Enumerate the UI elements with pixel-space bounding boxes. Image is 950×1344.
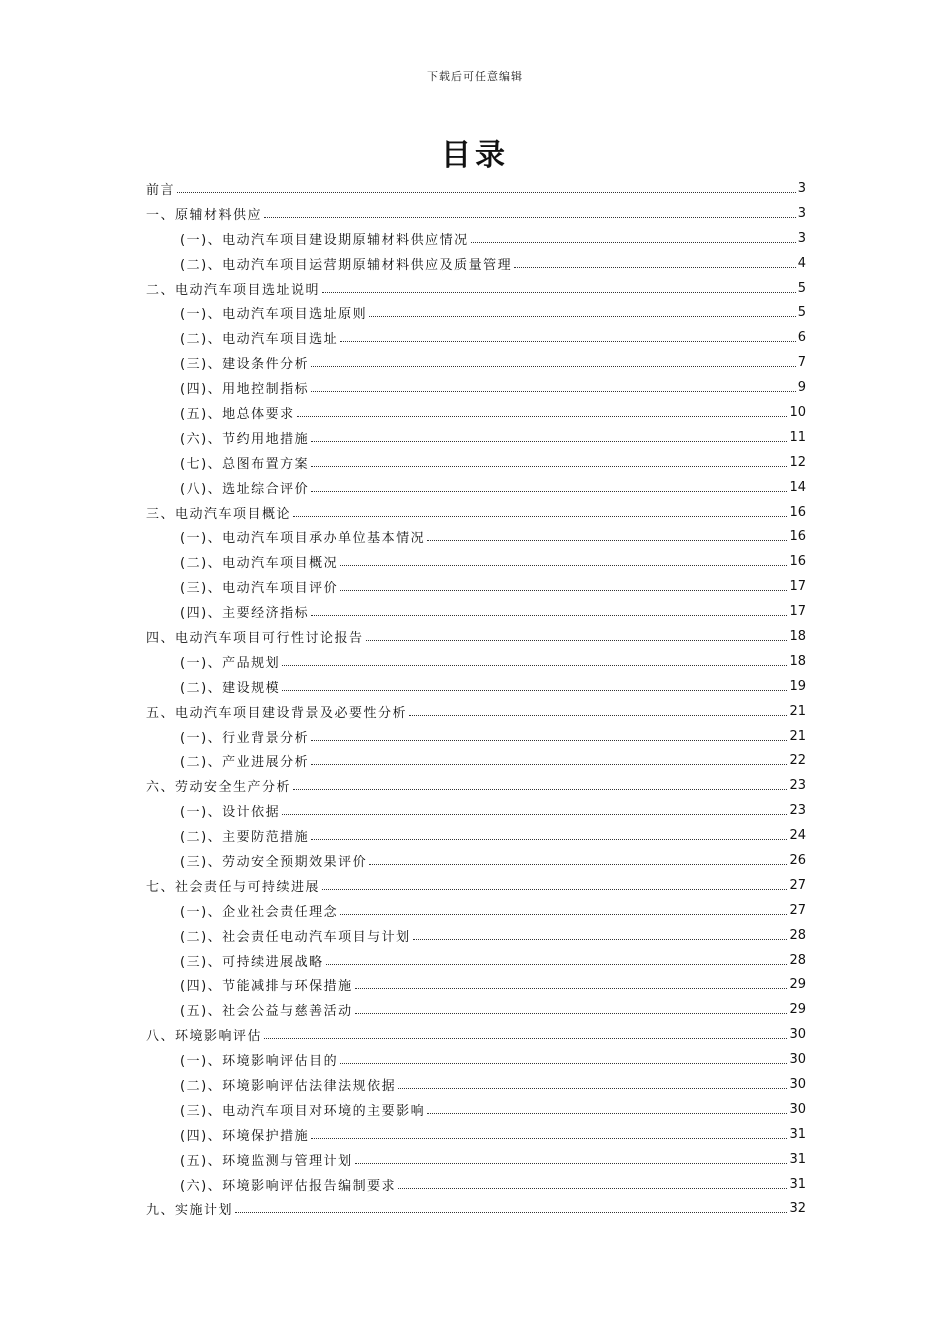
toc-entry[interactable] [146, 898, 806, 923]
toc-leader-dots [322, 889, 787, 890]
toc-entry-page: 16 [789, 504, 806, 520]
toc-entry-label: (一)、电动汽车项目承办单位基本情况 [180, 531, 426, 547]
toc-entry-page: 29 [789, 977, 806, 993]
toc-entry-page: 3 [797, 180, 806, 196]
toc-entry[interactable] [146, 973, 806, 998]
toc-leader-dots [340, 914, 787, 915]
toc-entry[interactable] [146, 674, 806, 699]
toc-entry-label: (二)、社会责任电动汽车项目与计划 [180, 929, 411, 945]
toc-entry-page: 21 [789, 728, 806, 744]
toc-leader-dots [340, 341, 796, 342]
toc-entry-page: 17 [789, 579, 806, 595]
toc-leader-dots [311, 441, 787, 442]
toc-entry[interactable] [146, 450, 806, 475]
toc-leader-dots [311, 466, 787, 467]
toc-entry[interactable] [146, 375, 806, 400]
toc-entry-label: (三)、可持续进展战略 [180, 954, 324, 970]
toc-leader-dots [264, 1038, 787, 1039]
toc-entry[interactable] [146, 1022, 806, 1047]
toc-entry-label: (三)、电动汽车项目评价 [180, 581, 339, 597]
toc-entry[interactable] [146, 350, 806, 375]
toc-entry[interactable] [146, 1072, 806, 1097]
toc-leader-dots [427, 1113, 787, 1114]
toc-entry-page: 26 [789, 852, 806, 868]
toc-entry-label: (三)、劳动安全预期效果评价 [180, 854, 368, 870]
toc-entry-page: 31 [789, 1176, 806, 1192]
toc-entry-page: 28 [789, 952, 806, 968]
toc-entry[interactable] [146, 699, 806, 724]
toc-entry-label: (五)、地总体要求 [180, 406, 295, 422]
toc-entry-page: 24 [789, 828, 806, 844]
toc-entry-page: 16 [789, 554, 806, 570]
toc-leader-dots [177, 192, 796, 193]
toc-entry-page: 30 [789, 1077, 806, 1092]
toc-entry[interactable] [146, 1047, 806, 1072]
toc-entry-page: 5 [797, 305, 806, 321]
toc-entry-label: (一)、电动汽车项目选址原则 [180, 307, 368, 323]
toc-entry[interactable] [146, 798, 806, 823]
toc-entry-page: 27 [789, 877, 806, 893]
toc-entry[interactable] [146, 773, 806, 798]
toc-entry-label: (一)、企业社会责任理念 [180, 904, 339, 920]
toc-entry-label: (七)、总图布置方案 [180, 456, 310, 472]
toc-entry-label: (四)、环境保护措施 [180, 1128, 310, 1144]
toc-entry[interactable] [146, 276, 806, 301]
toc-entry-page: 27 [789, 902, 806, 918]
toc-entry-page: 3 [797, 205, 806, 221]
toc-leader-dots [311, 764, 787, 765]
toc-entry-label: 九、实施计划 [146, 1203, 234, 1219]
toc-entry[interactable] [146, 923, 806, 948]
toc-entry-label: (四)、用地控制指标 [180, 382, 310, 398]
toc-entry-label: (二)、建设规模 [180, 680, 281, 696]
toc-entry-label: (二)、产业进展分析 [180, 755, 310, 771]
toc-entry-page: 28 [789, 927, 806, 943]
toc-entry-page: 10 [789, 404, 806, 420]
toc-entry-label: 五、电动汽车项目建设背景及必要性分析 [146, 705, 408, 721]
toc-entry-page: 30 [789, 1052, 806, 1068]
toc-entry[interactable] [146, 176, 806, 201]
toc-entry-page: 21 [789, 703, 806, 719]
toc-entry-page: 31 [789, 1151, 806, 1167]
toc-leader-dots [409, 715, 787, 716]
toc-entry-label: 四、电动汽车项目可行性讨论报告 [146, 630, 364, 646]
toc-leader-dots [355, 1163, 788, 1164]
toc-entry-label: 八、环境影响评估 [146, 1029, 263, 1045]
toc-entry-page: 5 [797, 280, 806, 296]
toc-entry-label: 一、原辅材料供应 [146, 207, 263, 223]
toc-entry[interactable] [146, 251, 806, 276]
toc-entry-page: 6 [797, 330, 806, 346]
toc-entry[interactable] [146, 724, 806, 749]
toc-entry-label: (一)、行业背景分析 [180, 730, 310, 746]
toc-entry-page: 16 [789, 529, 806, 545]
toc-entry[interactable] [146, 400, 806, 425]
toc-entry[interactable] [146, 1197, 806, 1222]
toc-entry[interactable] [146, 425, 806, 450]
toc-entry-label: 七、社会责任与可持续进展 [146, 879, 321, 895]
toc-leader-dots [413, 939, 788, 940]
toc-entry-label: (六)、节约用地措施 [180, 431, 310, 447]
toc-leader-dots [282, 665, 787, 666]
toc-entry-page: 22 [789, 753, 806, 769]
toc-entry[interactable] [146, 599, 806, 624]
toc-entry-page: 17 [789, 604, 806, 620]
toc-entry-label: (五)、环境监测与管理计划 [180, 1153, 353, 1169]
header-note: 下载后可任意编辑 [427, 70, 523, 83]
toc-entry-label: (三)、建设条件分析 [180, 357, 310, 373]
toc-leader-dots [264, 217, 796, 218]
toc-entry-page: 23 [789, 803, 806, 819]
table-of-contents [146, 176, 806, 1221]
toc-entry[interactable] [146, 823, 806, 848]
toc-leader-dots [355, 1013, 788, 1014]
toc-leader-dots [311, 366, 796, 367]
toc-entry-label: (二)、电动汽车项目概况 [180, 556, 339, 572]
toc-leader-dots [311, 615, 787, 616]
toc-entry[interactable] [146, 201, 806, 226]
toc-entry[interactable] [146, 873, 806, 898]
toc-entry-page: 7 [797, 355, 806, 371]
toc-entry-label: (二)、电动汽车项目选址 [180, 332, 339, 348]
toc-leader-dots [340, 590, 787, 591]
toc-leader-dots [282, 814, 787, 815]
toc-entry[interactable] [146, 226, 806, 251]
toc-entry-label: 二、电动汽车项目选址说明 [146, 282, 321, 298]
toc-entry-label: 六、劳动安全生产分析 [146, 780, 292, 796]
toc-entry[interactable] [146, 649, 806, 674]
toc-leader-dots [311, 1138, 787, 1139]
toc-leader-dots [427, 540, 787, 541]
toc-entry[interactable] [146, 624, 806, 649]
toc-leader-dots [293, 516, 787, 517]
toc-entry-label: (二)、主要防范措施 [180, 830, 310, 846]
toc-entry[interactable] [146, 524, 806, 549]
toc-leader-dots [311, 391, 796, 392]
toc-leader-dots [355, 988, 788, 989]
toc-entry-page: 30 [789, 1027, 806, 1043]
toc-entry[interactable] [146, 1147, 806, 1172]
toc-leader-dots [282, 690, 787, 691]
toc-entry-page: 12 [789, 454, 806, 470]
toc-entry-page: 14 [789, 479, 806, 495]
toc-entry-label: (四)、主要经济指标 [180, 606, 310, 622]
toc-entry-page: 9 [797, 380, 806, 396]
toc-entry[interactable] [146, 574, 806, 599]
toc-entry-label: (二)、环境影响评估法律法规依据 [180, 1079, 397, 1094]
toc-leader-dots [340, 565, 787, 566]
toc-leader-dots [235, 1212, 787, 1213]
toc-leader-dots [311, 839, 787, 840]
toc-leader-dots [398, 1088, 787, 1089]
toc-leader-dots [322, 292, 796, 293]
toc-entry-label: (一)、产品规划 [180, 655, 281, 671]
toc-leader-dots [340, 1063, 787, 1064]
toc-entry[interactable] [146, 1122, 806, 1147]
toc-entry-page: 18 [789, 653, 806, 669]
toc-entry[interactable] [146, 549, 806, 574]
toc-entry-label: (一)、环境影响评估目的 [180, 1054, 339, 1070]
toc-entry[interactable] [146, 748, 806, 773]
toc-entry[interactable] [146, 300, 806, 325]
toc-entry-label: (二)、电动汽车项目运营期原辅材料供应及质量管理 [180, 257, 513, 273]
toc-entry-page: 11 [789, 429, 806, 445]
toc-entry-page: 18 [789, 628, 806, 644]
toc-leader-dots [514, 267, 796, 268]
toc-entry-label: (八)、选址综合评价 [180, 481, 310, 497]
toc-entry[interactable] [146, 948, 806, 973]
toc-entry[interactable] [146, 500, 806, 525]
toc-entry-page: 23 [789, 778, 806, 794]
toc-leader-dots [311, 491, 787, 492]
toc-leader-dots [311, 740, 787, 741]
toc-leader-dots [471, 242, 796, 243]
toc-entry-label: (一)、电动汽车项目建设期原辅材料供应情况 [180, 232, 469, 248]
toc-entry[interactable] [146, 997, 806, 1022]
page-title: 目录 [441, 138, 509, 173]
toc-entry-label: 前言 [146, 182, 176, 198]
toc-leader-dots [293, 789, 787, 790]
toc-entry[interactable] [146, 1172, 806, 1197]
toc-entry-page: 29 [789, 1002, 806, 1018]
toc-entry[interactable] [146, 325, 806, 350]
toc-entry[interactable] [146, 475, 806, 500]
toc-leader-dots [326, 964, 788, 965]
toc-entry-label: (四)、节能减排与环保措施 [180, 979, 353, 995]
toc-entry[interactable] [146, 1097, 806, 1122]
toc-entry-label: (六)、环境影响评估报告编制要求 [180, 1178, 397, 1194]
toc-leader-dots [369, 316, 796, 317]
toc-entry-label: (一)、设计依据 [180, 805, 281, 821]
toc-entry-label: 三、电动汽车项目概论 [146, 506, 292, 522]
toc-leader-dots [398, 1188, 787, 1189]
toc-entry-page: 4 [797, 255, 806, 271]
toc-leader-dots [297, 416, 788, 417]
toc-entry-label: (三)、电动汽车项目对环境的主要影响 [180, 1103, 426, 1119]
toc-entry[interactable] [146, 848, 806, 873]
toc-entry-page: 31 [789, 1126, 806, 1142]
toc-entry-page: 30 [789, 1101, 806, 1117]
toc-entry-label: (五)、社会公益与慈善活动 [180, 1004, 353, 1020]
toc-leader-dots [369, 864, 787, 865]
toc-leader-dots [366, 640, 788, 641]
toc-entry-page: 32 [789, 1201, 806, 1217]
toc-entry-page: 19 [789, 678, 806, 694]
toc-entry-page: 3 [797, 230, 806, 246]
